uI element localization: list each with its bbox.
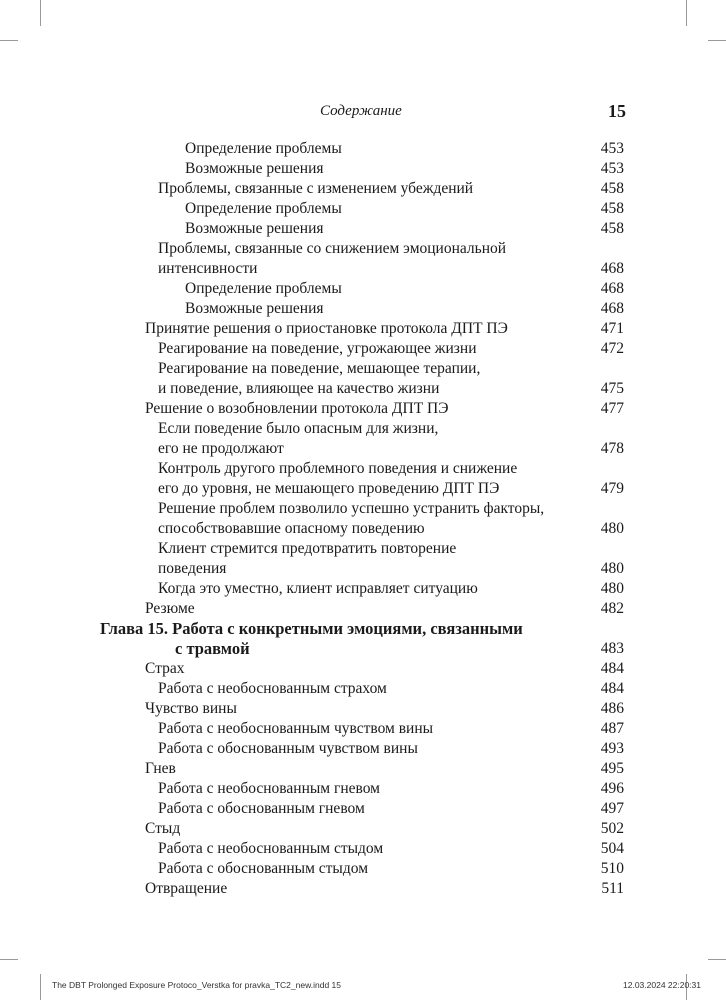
toc-entry-title: Работа с обоснованным гневом xyxy=(158,800,365,817)
toc-entry-title: Гнев xyxy=(145,760,176,777)
page-number: 15 xyxy=(608,101,626,121)
toc-entry xyxy=(100,299,624,319)
crop-mark xyxy=(0,959,18,960)
toc-entry xyxy=(100,779,624,799)
toc-entry-title: Если поведение было опасным для жизни, xyxy=(158,420,439,437)
print-footer xyxy=(0,980,726,994)
toc-entry-page: 484 xyxy=(600,660,624,677)
toc-entry xyxy=(100,599,624,619)
toc-entry-page: 478 xyxy=(600,440,624,457)
toc-entry xyxy=(100,819,624,839)
crop-mark xyxy=(686,0,687,26)
toc-entry-title: Чувство вины xyxy=(145,700,237,717)
chapter-entry xyxy=(100,619,624,659)
toc-entry-page: 468 xyxy=(600,300,624,317)
toc-entry xyxy=(100,859,624,879)
toc-entry-title: его до уровня, не мешающего проведению ДПТ ПЭ xyxy=(158,480,500,497)
toc-entry-page: 477 xyxy=(600,400,624,417)
chapter-title-line2: с травмой xyxy=(175,639,250,658)
toc-entry-page: 480 xyxy=(600,560,624,577)
toc-entry-title: способствовавшие опасному поведению xyxy=(158,520,425,537)
toc-entry xyxy=(100,699,624,719)
toc-entry-page: 475 xyxy=(600,380,624,397)
toc-entry-page: 487 xyxy=(600,720,624,737)
toc-entry-page: 472 xyxy=(600,340,624,357)
toc-entry-page: 504 xyxy=(600,840,624,857)
toc-entry-page: 486 xyxy=(600,700,624,717)
running-title: Содержание xyxy=(320,103,402,119)
toc-entry-title: Реагирование на поведение, мешающее терапии, xyxy=(158,360,481,377)
table-of-contents xyxy=(100,139,624,899)
toc-entry xyxy=(100,379,624,399)
toc-entry xyxy=(100,439,624,459)
toc-entry-page: 495 xyxy=(600,760,624,777)
toc-entry xyxy=(100,559,624,579)
toc-entry xyxy=(100,179,624,199)
toc-entry-title: Стыд xyxy=(145,820,181,837)
toc-entry xyxy=(100,499,624,519)
toc-entry-title: Принятие решения о приостановке протокола ДПТ ПЭ xyxy=(145,320,508,337)
toc-section xyxy=(100,659,624,899)
toc-entry xyxy=(100,839,624,859)
toc-entry xyxy=(100,459,624,479)
toc-entry-title: Когда это уместно, клиент исправляет ситуацию xyxy=(158,580,478,597)
toc-entry xyxy=(100,239,624,259)
toc-entry-page: 484 xyxy=(600,680,624,697)
toc-entry-title: Возможные решения xyxy=(185,220,324,237)
toc-section xyxy=(100,139,624,619)
toc-entry xyxy=(100,539,624,559)
toc-entry-title: его не продолжают xyxy=(158,440,284,457)
toc-entry xyxy=(100,799,624,819)
toc-entry xyxy=(100,319,624,339)
toc-entry xyxy=(100,339,624,359)
toc-entry-page: 479 xyxy=(600,480,624,497)
toc-entry xyxy=(100,159,624,179)
toc-entry-title: Возможные решения xyxy=(185,160,324,177)
toc-entry xyxy=(100,759,624,779)
toc-entry-title: Проблемы, связанные со снижением эмоциональной xyxy=(158,240,507,257)
toc-entry xyxy=(100,719,624,739)
toc-entry-title: и поведение, влияющее на качество жизни xyxy=(158,380,440,397)
chapter-page: 483 xyxy=(600,640,624,657)
toc-entry-page: 502 xyxy=(600,820,624,837)
toc-entry-title: Определение проблемы xyxy=(185,140,342,157)
toc-entry-page: 497 xyxy=(600,800,624,817)
toc-entry-title: Решение о возобновлении протокола ДПТ ПЭ xyxy=(145,400,449,417)
footer-timestamp: 12.03.2024 22:20:31 xyxy=(623,980,701,990)
toc-entry xyxy=(100,479,624,499)
toc-entry xyxy=(100,679,624,699)
running-header xyxy=(0,103,726,125)
toc-entry-title: Контроль другого проблемного поведения и снижение xyxy=(158,460,518,477)
toc-entry-page: 511 xyxy=(601,880,624,897)
toc-entry xyxy=(100,199,624,219)
toc-entry-title: Работа с необоснованным страхом xyxy=(158,680,387,697)
toc-entry xyxy=(100,739,624,759)
toc-entry-page: 458 xyxy=(600,180,624,197)
toc-entry-title: Определение проблемы xyxy=(185,200,342,217)
toc-entry-page: 458 xyxy=(600,200,624,217)
toc-entry-title: Проблемы, связанные с изменением убеждений xyxy=(158,180,474,197)
toc-entry-title: поведения xyxy=(158,560,227,577)
toc-entry-page: 482 xyxy=(600,600,624,617)
toc-entry-page: 453 xyxy=(600,160,624,177)
toc-entry-page: 510 xyxy=(600,860,624,877)
crop-mark xyxy=(708,959,726,960)
chapter-title-line1: Глава 15. Работа с конкретными эмоциями, связанными xyxy=(100,619,523,638)
toc-entry-title: Отвращение xyxy=(145,880,228,897)
toc-entry xyxy=(100,579,624,599)
toc-entry-page: 458 xyxy=(600,220,624,237)
toc-entry xyxy=(100,399,624,419)
toc-entry-page: 493 xyxy=(600,740,624,757)
toc-entry-page: 480 xyxy=(600,580,624,597)
toc-entry-title: Возможные решения xyxy=(185,300,324,317)
toc-entry-title: Резюме xyxy=(145,600,195,617)
toc-entry-title: Работа с необоснованным гневом xyxy=(158,780,380,797)
toc-entry xyxy=(100,139,624,159)
toc-entry xyxy=(100,519,624,539)
toc-entry-page: 468 xyxy=(600,280,624,297)
crop-mark xyxy=(40,0,41,26)
toc-entry-page: 468 xyxy=(600,260,624,277)
toc-entry xyxy=(100,879,624,899)
toc-entry xyxy=(100,419,624,439)
toc-entry-title: Решение проблем позволило успешно устранить факторы, xyxy=(158,500,545,517)
toc-entry xyxy=(100,219,624,239)
toc-entry-title: Реагирование на поведение, угрожающее жизни xyxy=(158,340,477,357)
toc-entry-page: 471 xyxy=(600,320,624,337)
toc-entry xyxy=(100,259,624,279)
toc-entry-title: интенсивности xyxy=(158,260,258,277)
footer-file-name: The DBT Prolonged Exposure Protoco_Verstka for pravka_TC2_new.indd 15 xyxy=(52,980,342,990)
toc-entry xyxy=(100,659,624,679)
toc-entry-title: Определение проблемы xyxy=(185,280,342,297)
toc-entry-title: Клиент стремится предотвратить повторение xyxy=(158,540,457,557)
toc-entry-page: 496 xyxy=(600,780,624,797)
toc-entry-title: Работа с необоснованным стыдом xyxy=(158,840,384,857)
toc-entry-title: Страх xyxy=(145,660,185,677)
crop-mark xyxy=(708,40,726,41)
toc-entry xyxy=(100,359,624,379)
toc-entry xyxy=(100,279,624,299)
toc-entry-title: Работа с обоснованным стыдом xyxy=(158,860,368,877)
toc-entry-title: Работа с обоснованным чувством вины xyxy=(158,740,418,757)
toc-entry-page: 480 xyxy=(600,520,624,537)
crop-mark xyxy=(0,40,18,41)
toc-entry-page: 453 xyxy=(600,140,624,157)
toc-entry-title: Работа с необоснованным чувством вины xyxy=(158,720,434,737)
